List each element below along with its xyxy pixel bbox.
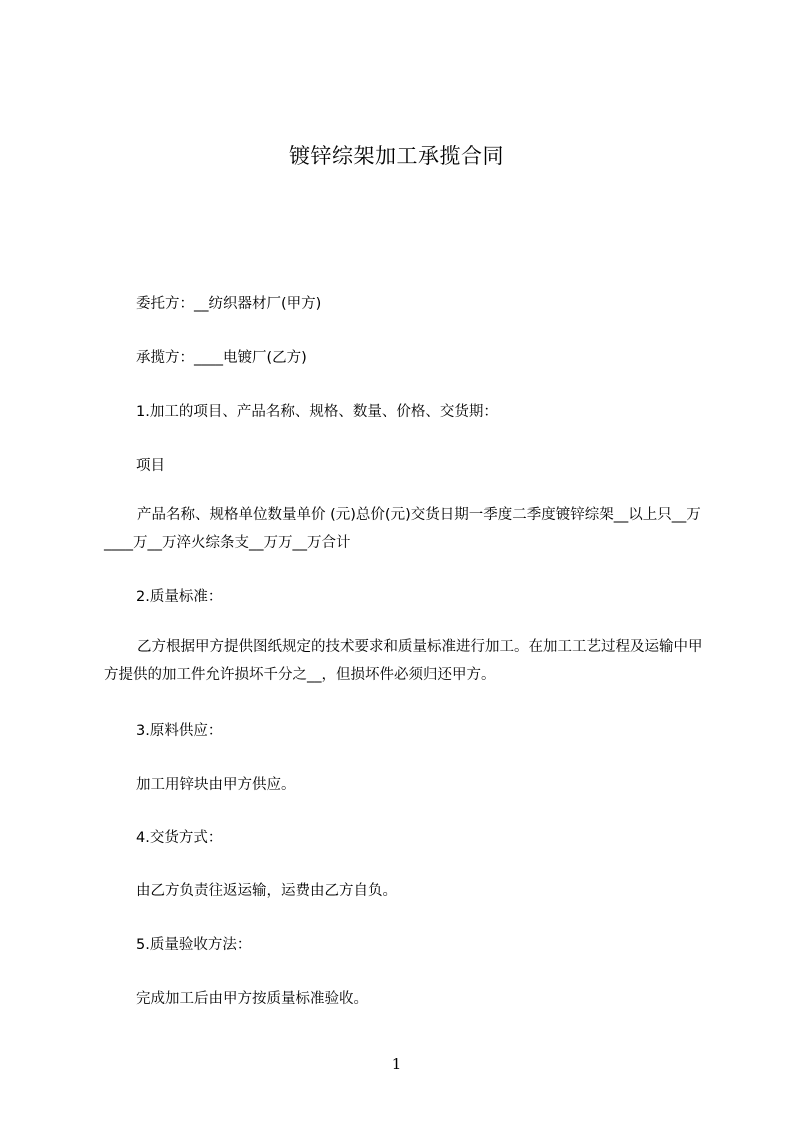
section-2-heading: 2.质量标准： xyxy=(136,589,223,605)
document-title: 镀锌综架加工承揽合同 xyxy=(289,144,504,168)
section-4-body: 由乙方负责往返运输，运费由乙方自负。 xyxy=(136,883,397,899)
section-4-heading: 4.交货方式： xyxy=(136,830,223,846)
section-5-heading: 5.质量验收方法： xyxy=(136,937,252,953)
party-a-line: 委托方：__纺织器材厂(甲方) xyxy=(136,296,322,312)
section-3-heading: 3.原料供应： xyxy=(136,723,223,739)
section-1-item-label: 项目 xyxy=(136,458,165,474)
page-number: 1 xyxy=(391,1055,402,1073)
section-1-heading: 1.加工的项目、产品名称、规格、数量、价格、交货期： xyxy=(136,404,498,420)
party-b-line: 承揽方：____电镀厂(乙方) xyxy=(136,350,307,366)
section-3-body: 加工用锌块由甲方供应。 xyxy=(136,777,296,793)
section-2-body: 乙方根据甲方提供图纸规定的技术要求和质量标准进行加工。在加工工艺过程及运输中甲方提供的加工件允许损坏千分之__，但损坏件必须归还甲方。 xyxy=(104,639,703,683)
section-1-table-text: 产品名称、规格单位数量单价 (元)总价(元)交货日期一季度二季度镀锌综架__以上只__万____万__万淬火综条支__万万__万合计 xyxy=(104,507,701,551)
section-5-body: 完成加工后由甲方按质量标准验收。 xyxy=(136,991,368,1007)
